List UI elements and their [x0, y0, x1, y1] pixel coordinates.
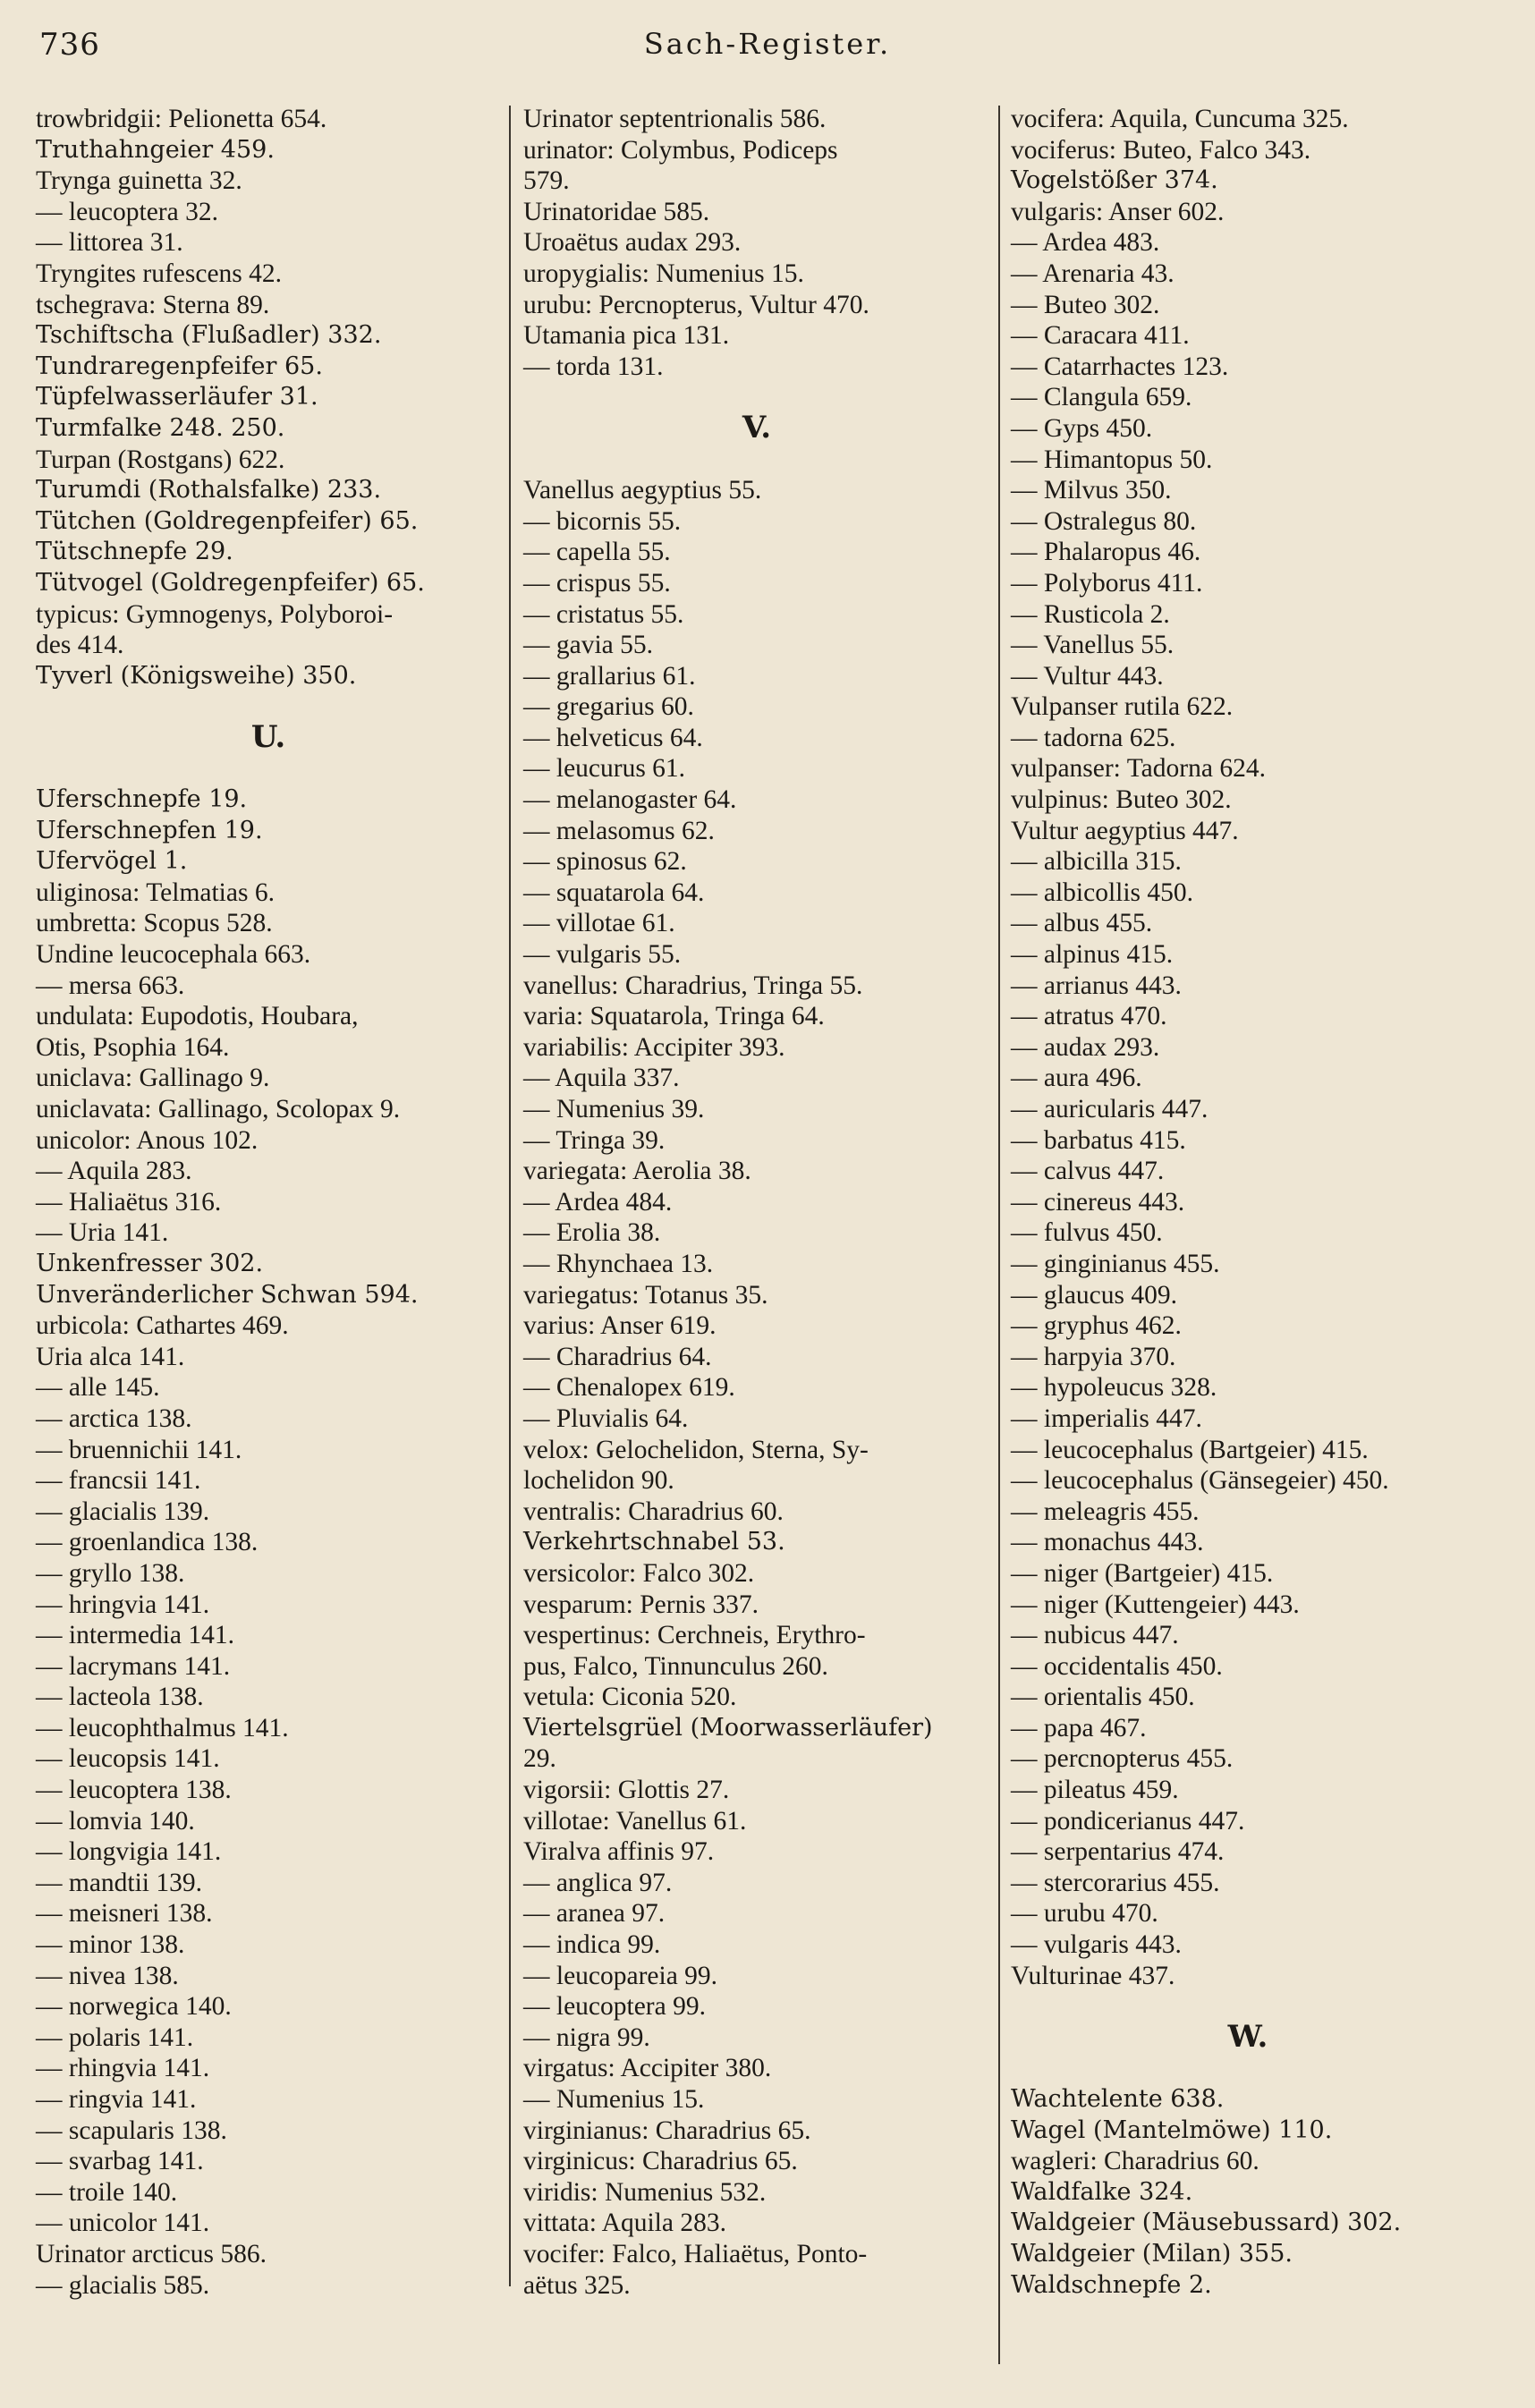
index-entry: — leucoptera 99. [523, 1992, 706, 2022]
index-entry: Truthahngeier 459. [36, 135, 275, 164]
index-entry: Waldgeier (Mäusebussard) 302. [1011, 2209, 1402, 2237]
column-divider [509, 106, 511, 2286]
index-entry: Vulpanser rutila 622. [1011, 692, 1234, 722]
index-entry: — indica 99. [523, 1930, 661, 1960]
index-entry: — mandtii 139. [36, 1868, 203, 1897]
index-entry: Turmfalke 248. 250. [36, 413, 285, 442]
index-entry: — spinosus 62. [523, 847, 687, 877]
index-entry: — vulgaris 443. [1011, 1930, 1182, 1960]
index-entry: villotae: Vanellus 61. [523, 1806, 747, 1836]
index-entry: Undine leucocephala 663. [36, 940, 311, 970]
index-entry: vocifera: Aquila, Cuncuma 325. [1011, 105, 1349, 133]
index-column-3 [1011, 104, 1485, 2301]
index-entry: Tütchen (Goldregenpfeifer) 65. [36, 506, 419, 535]
index-entry: — gryphus 462. [1011, 1311, 1182, 1341]
index-entry: — Haliaëtus 316. [36, 1187, 222, 1217]
index-entry: virginicus: Charadrius 65. [523, 2147, 798, 2176]
index-entry: — lacteola 138. [36, 1683, 204, 1712]
index-entry: — atratus 470. [1011, 1002, 1167, 1031]
page-number: 736 [39, 27, 100, 63]
index-entry: Uroaëtus audax 293. [523, 228, 742, 258]
index-entry: Vanellus aegyptius 55. [523, 476, 762, 505]
index-entry: — Numenius 15. [523, 2085, 705, 2115]
index-entry: — Buteo 302. [1011, 290, 1160, 319]
index-entry: — nivea 138. [36, 1961, 179, 1990]
index-entry: — bruennichii 141. [36, 1435, 242, 1464]
index-entry: Verkehrtschnabel 53. [523, 1528, 785, 1556]
index-entry: — melanogaster 64. [523, 785, 737, 815]
index-entry: — Rhynchaea 13. [523, 1249, 714, 1278]
index-entry: — Gyps 450. [1011, 413, 1153, 443]
index-entry: — Erolia 38. [523, 1218, 661, 1248]
index-entry: — helveticus 64. [523, 723, 703, 752]
index-entry: — auricularis 447. [1011, 1095, 1208, 1123]
section-letter-heading: W. [1227, 2019, 1268, 2056]
index-entry: vulpanser: Tadorna 624. [1011, 754, 1266, 784]
index-entry: Tütvogel (Goldregenpfeifer) 65. [36, 568, 425, 597]
index-entry: urbicola: Cathartes 469. [36, 1311, 289, 1341]
index-entry: — monachus 443. [1011, 1528, 1204, 1557]
index-entry: — nubicus 447. [1011, 1621, 1179, 1650]
index-entry: — hringvia 141. [36, 1590, 210, 1619]
index-entry: vociferus: Buteo, Falco 343. [1011, 135, 1311, 165]
index-entry: — grallarius 61. [523, 661, 696, 691]
index-entry: — Vultur 443. [1011, 661, 1164, 691]
index-entry: Turpan (Rostgans) 622. [36, 445, 285, 474]
column-divider [998, 106, 1000, 2364]
index-entry: — serpentarius 474. [1011, 1837, 1225, 1867]
index-entry: Viralva affinis 97. [523, 1837, 715, 1867]
index-entry: Tryngites rufescens 42. [36, 259, 283, 288]
index-entry: wagleri: Charadrius 60. [1011, 2147, 1259, 2176]
index-entry: variegatus: Totanus 35. [523, 1280, 768, 1310]
index-entry: urubu: Percnopterus, Vultur 470. [523, 290, 869, 319]
index-entry: — orientalis 450. [1011, 1683, 1195, 1712]
index-entry: — arrianus 443. [1011, 971, 1182, 1000]
index-entry: — anglica 97. [523, 1868, 673, 1897]
index-entry: — tadorna 625. [1011, 723, 1176, 752]
index-entry: 579. [523, 166, 570, 196]
index-entry: versicolor: Falco 302. [523, 1558, 755, 1588]
index-entry: — leucocephalus (Bartgeier) 415. [1011, 1435, 1369, 1464]
index-entry: — francsii 141. [36, 1466, 201, 1496]
index-entry: — scapularis 138. [36, 2115, 227, 2145]
index-entry: urinator: Colymbus, Podiceps [523, 135, 838, 165]
index-entry: Uria alca 141. [36, 1342, 185, 1371]
index-entry: — gryllo 138. [36, 1558, 185, 1588]
index-entry: virginianus: Charadrius 65. [523, 2115, 811, 2145]
index-entry: Waldgeier (Milan) 355. [1011, 2239, 1293, 2268]
index-entry: — Ostralegus 80. [1011, 506, 1197, 536]
index-entry: — Rusticola 2. [1011, 599, 1170, 629]
index-entry: — gavia 55. [523, 631, 654, 660]
index-entry: — intermedia 141. [36, 1621, 235, 1650]
index-entry: lochelidon 90. [523, 1466, 674, 1496]
index-entry: — meisneri 138. [36, 1899, 213, 1929]
index-entry: Uferschnepfen 19. [36, 816, 263, 844]
index-entry: Tütschnepfe 29. [36, 538, 233, 566]
index-entry: — Milvus 350. [1011, 476, 1172, 505]
index-entry: uliginosa: Telmatias 6. [36, 878, 275, 907]
index-entry: — nigra 99. [523, 2022, 650, 2052]
index-entry: — percnopterus 455. [1011, 1744, 1234, 1774]
index-entry: vittata: Aquila 283. [523, 2209, 726, 2238]
index-entry: — leucophthalmus 141. [36, 1713, 289, 1742]
index-entry: vesparum: Pernis 337. [523, 1590, 759, 1619]
index-entry: — Ardea 483. [1011, 228, 1160, 258]
index-entry: Uferschnepfe 19. [36, 785, 248, 814]
index-entry: velox: Gelochelidon, Sterna, Sy- [523, 1435, 869, 1464]
index-entry: vetula: Ciconia 520. [523, 1683, 737, 1712]
index-entry: umbretta: Scopus 528. [36, 909, 273, 938]
index-entry: — melasomus 62. [523, 816, 715, 845]
index-entry: — calvus 447. [1011, 1157, 1165, 1186]
index-entry: Unkenfresser 302. [36, 1249, 264, 1277]
index-entry: Urinatoridae 585. [523, 197, 710, 226]
index-entry: — squatarola 64. [523, 878, 705, 907]
index-entry: undulata: Eupodotis, Houbara, [36, 1002, 359, 1031]
index-entry: Tüpfelwasserläufer 31. [36, 383, 318, 411]
index-entry: — bicornis 55. [523, 506, 682, 536]
index-entry: — aura 496. [1011, 1064, 1142, 1093]
index-entry: — capella 55. [523, 538, 671, 567]
section-letter-heading: U. [250, 719, 286, 756]
index-entry: — stercorarius 455. [1011, 1868, 1220, 1897]
index-entry: vanellus: Charadrius, Tringa 55. [523, 971, 863, 1000]
index-entry: — Charadrius 64. [523, 1342, 712, 1371]
index-entry: virgatus: Accipiter 380. [523, 2054, 772, 2083]
index-entry: Tschiftscha (Flußadler) 332. [36, 321, 382, 350]
index-entry: Turumdi (Rothalsfalke) 233. [36, 476, 382, 504]
index-entry: — cinereus 443. [1011, 1187, 1185, 1217]
index-entry: — hypoleucus 328. [1011, 1373, 1217, 1403]
index-entry: — aranea 97. [523, 1899, 666, 1929]
index-entry: — leucocephalus (Gänsegeier) 450. [1011, 1466, 1389, 1496]
index-entry: — groenlandica 138. [36, 1528, 259, 1557]
index-entry: — lacrymans 141. [36, 1651, 231, 1681]
index-entry: — Clangula 659. [1011, 383, 1192, 412]
index-entry: Vogelstößer 374. [1011, 166, 1218, 195]
index-entry: — unicolor 141. [36, 2209, 210, 2238]
index-entry: Vulturinae 437. [1011, 1961, 1175, 1990]
index-entry: typicus: Gymnogenys, Polyboroi- [36, 599, 394, 629]
index-entry: — harpyia 370. [1011, 1342, 1176, 1371]
index-entry: — Caracara 411. [1011, 321, 1190, 351]
index-entry: — occidentalis 450. [1011, 1651, 1223, 1681]
index-entry: — crispus 55. [523, 568, 671, 598]
running-title: Sach-Register. [643, 27, 892, 61]
index-entry: Wagel (Mantelmöwe) 110. [1011, 2115, 1333, 2144]
index-entry: — Phalaropus 46. [1011, 538, 1201, 567]
index-entry: — alle 145. [36, 1373, 160, 1403]
index-entry: uniclava: Gallinago 9. [36, 1064, 270, 1093]
index-entry: — Ardea 484. [523, 1187, 673, 1217]
index-column-1 [36, 104, 501, 2301]
index-entry: — leucoptera 138. [36, 1776, 232, 1805]
index-entry: — niger (Bartgeier) 415. [1011, 1558, 1274, 1588]
index-entry: — Tringa 39. [523, 1125, 666, 1155]
index-entry: viridis: Numenius 532. [523, 2177, 767, 2207]
index-entry: — Pluvialis 64. [523, 1403, 689, 1433]
index-entry: unicolor: Anous 102. [36, 1125, 259, 1155]
index-entry: vigorsii: Glottis 27. [523, 1776, 730, 1805]
index-entry: — Vanellus 55. [1011, 631, 1175, 660]
index-entry: — leucurus 61. [523, 754, 686, 784]
index-entry: — albicollis 450. [1011, 878, 1194, 907]
index-entry: — glaucus 409. [1011, 1280, 1177, 1310]
index-entry: — longvigia 141. [36, 1837, 222, 1867]
index-entry: Viertelsgrüel (Moorwasserläufer) [523, 1713, 933, 1742]
index-entry: — cristatus 55. [523, 599, 684, 629]
index-entry: — Aquila 283. [36, 1157, 192, 1186]
index-entry: — Polyborus 411. [1011, 568, 1203, 598]
index-entry: — audax 293. [1011, 1032, 1160, 1062]
index-entry: — Chenalopex 619. [523, 1373, 735, 1403]
index-entry: Urinator septentrionalis 586. [523, 105, 827, 133]
index-entry: — gregarius 60. [523, 692, 694, 722]
index-entry: Tyverl (Königsweihe) 350. [36, 661, 357, 690]
index-entry: — arctica 138. [36, 1403, 192, 1433]
index-entry: pus, Falco, Tinnunculus 260. [523, 1651, 828, 1681]
index-entry: — Aquila 337. [523, 1064, 680, 1093]
index-entry: — rhingvia 141. [36, 2054, 210, 2083]
index-entry: variabilis: Accipiter 393. [523, 1032, 785, 1062]
index-entry: — Numenius 39. [523, 1095, 705, 1124]
index-entry: — albus 455. [1011, 909, 1153, 938]
index-entry: — barbatus 415. [1011, 1125, 1186, 1155]
index-entry: — polaris 141. [36, 2022, 194, 2052]
index-entry: — mersa 663. [36, 971, 185, 1000]
index-entry: Waldschnepfe 2. [1011, 2270, 1212, 2299]
index-entry: — Arenaria 43. [1011, 259, 1175, 288]
index-entry: — imperialis 447. [1011, 1403, 1202, 1433]
index-entry: — leucopsis 141. [36, 1744, 220, 1774]
index-entry: — glacialis 585. [36, 2270, 210, 2300]
index-entry: — ginginianus 455. [1011, 1249, 1220, 1278]
index-entry: — urubu 470. [1011, 1899, 1158, 1929]
index-entry: — meleagris 455. [1011, 1497, 1200, 1526]
index-entry: Ufervögel 1. [36, 847, 188, 876]
index-entry: — niger (Kuttengeier) 443. [1011, 1590, 1300, 1619]
index-entry: Waldfalke 324. [1011, 2177, 1193, 2206]
index-entry: — pileatus 459. [1011, 1776, 1179, 1805]
index-entry: Tundraregenpfeifer 65. [36, 352, 323, 380]
index-entry: — leucopareia 99. [523, 1961, 718, 1990]
index-entry: trowbridgii: Pelionetta 654. [36, 105, 327, 133]
index-entry: Otis, Psophia 164. [36, 1032, 230, 1062]
index-entry: — troile 140. [36, 2177, 178, 2207]
index-entry: Vultur aegyptius 447. [1011, 816, 1239, 845]
index-entry: ventralis: Charadrius 60. [523, 1497, 784, 1526]
index-entry: 29. [523, 1744, 556, 1774]
index-entry: Wachtelente 638. [1011, 2085, 1225, 2114]
index-entry: — vulgaris 55. [523, 940, 682, 970]
index-entry: — albicilla 315. [1011, 847, 1182, 877]
index-entry: — leucoptera 32. [36, 197, 218, 226]
index-entry: Urinator arcticus 586. [36, 2239, 267, 2268]
index-entry: — fulvus 450. [1011, 1218, 1163, 1248]
index-entry: — villotae 61. [523, 909, 675, 938]
index-entry: — pondicerianus 447. [1011, 1806, 1245, 1836]
index-entry: vespertinus: Cerchneis, Erythro- [523, 1621, 866, 1650]
index-entry: — alpinus 415. [1011, 940, 1174, 970]
index-entry: Utamania pica 131. [523, 321, 730, 351]
index-entry: vulgaris: Anser 602. [1011, 197, 1225, 226]
index-entry: — norwegica 140. [36, 1992, 232, 2022]
index-entry: — ringvia 141. [36, 2085, 197, 2115]
index-entry: des 414. [36, 631, 124, 660]
index-entry: Unveränderlicher Schwan 594. [36, 1280, 419, 1309]
index-entry: — Himantopus 50. [1011, 445, 1213, 474]
index-entry: tschegrava: Sterna 89. [36, 290, 270, 319]
index-entry: — littorea 31. [36, 228, 183, 258]
index-entry: uniclavata: Gallinago, Scolopax 9. [36, 1095, 401, 1124]
index-entry: — Uria 141. [36, 1218, 169, 1248]
index-entry: — Catarrhactes 123. [1011, 352, 1229, 381]
index-column-2 [523, 104, 990, 2301]
index-entry: Trynga guinetta 32. [36, 166, 242, 196]
index-entry: — torda 131. [523, 352, 664, 381]
index-entry: varius: Anser 619. [523, 1311, 717, 1341]
index-entry: — glacialis 139. [36, 1497, 210, 1526]
index-entry: — lomvia 140. [36, 1806, 195, 1836]
index-entry: uropygialis: Numenius 15. [523, 259, 804, 288]
index-entry: variegata: Aerolia 38. [523, 1157, 751, 1186]
index-entry: vulpinus: Buteo 302. [1011, 785, 1232, 815]
index-entry: — svarbag 141. [36, 2147, 204, 2176]
index-entry: aëtus 325. [523, 2270, 631, 2300]
section-letter-heading: V. [742, 410, 772, 446]
index-entry: — minor 138. [36, 1930, 185, 1960]
index-entry: varia: Squatarola, Tringa 64. [523, 1002, 825, 1031]
index-entry: — papa 467. [1011, 1713, 1147, 1742]
index-entry: vocifer: Falco, Haliaëtus, Ponto- [523, 2239, 868, 2268]
